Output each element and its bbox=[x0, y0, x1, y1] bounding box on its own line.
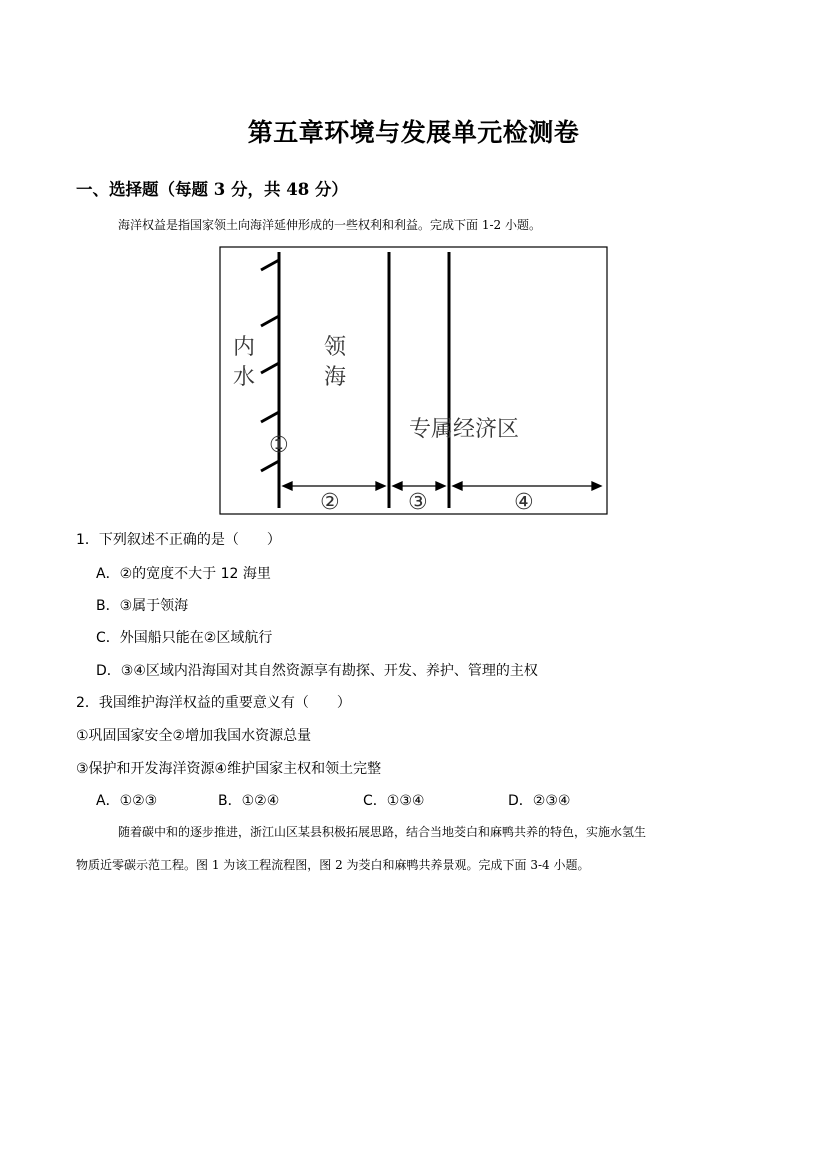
label-territorial-sea-2: 海 bbox=[324, 365, 347, 390]
question-1-option-a: A．②的宽度不大于 12 海里 bbox=[96, 566, 271, 582]
page-title: 第五章环境与发展单元检测卷 bbox=[247, 118, 580, 147]
section-heading: 一、选择题（每题 3 分，共 48 分） bbox=[76, 180, 348, 199]
label-territorial-sea-1: 领 bbox=[324, 335, 347, 360]
intro-paragraph-1: 海洋权益是指国家领土向海洋延伸形成的一些权利和利益。完成下面 1-2 小题。 bbox=[118, 218, 541, 232]
question-1-option-b: B．③属于领海 bbox=[96, 598, 189, 614]
question-2-option-b: B．①②④ bbox=[218, 793, 280, 809]
marker-4: ④ bbox=[514, 490, 534, 515]
question-2-statement-line-1: ①巩固国家安全②增加我国水资源总量 bbox=[76, 728, 312, 744]
question-2-option-c: C．①③④ bbox=[363, 793, 425, 809]
intro-paragraph-2-line-2: 物质近零碳示范工程。图 1 为该工程流程图，图 2 为茭白和麻鸭共养景观。完成下面 3-4 小题。 bbox=[76, 858, 590, 872]
question-1-stem: 1．下列叙述不正确的是（ ） bbox=[76, 532, 281, 548]
label-inland-water-2: 水 bbox=[233, 365, 256, 390]
marker-2: ② bbox=[320, 490, 340, 515]
intro-paragraph-2-line-1: 随着碳中和的逐步推进，浙江山区某县积极拓展思路，结合当地茭白和麻鸭共养的特色，实施水氢生 bbox=[118, 825, 647, 839]
label-eez: 专属经济区 bbox=[409, 417, 520, 442]
marker-3: ③ bbox=[408, 490, 428, 515]
marker-1: ① bbox=[269, 433, 289, 458]
question-2-stem: 2．我国维护海洋权益的重要意义有（ ） bbox=[76, 695, 351, 711]
label-inland-water-1: 内 bbox=[233, 335, 256, 360]
question-2-option-a: A．①②③ bbox=[96, 793, 158, 809]
question-2-option-d: D．②③④ bbox=[508, 793, 571, 809]
question-2-statement-line-2: ③保护和开发海洋资源④维护国家主权和领土完整 bbox=[76, 761, 382, 777]
maritime-zones-diagram bbox=[219, 246, 609, 516]
question-1-option-d: D．③④区域内沿海国对其自然资源享有勘探、开发、养护、管理的主权 bbox=[96, 663, 538, 679]
question-1-option-c: C．外国船只能在②区域航行 bbox=[96, 630, 273, 646]
